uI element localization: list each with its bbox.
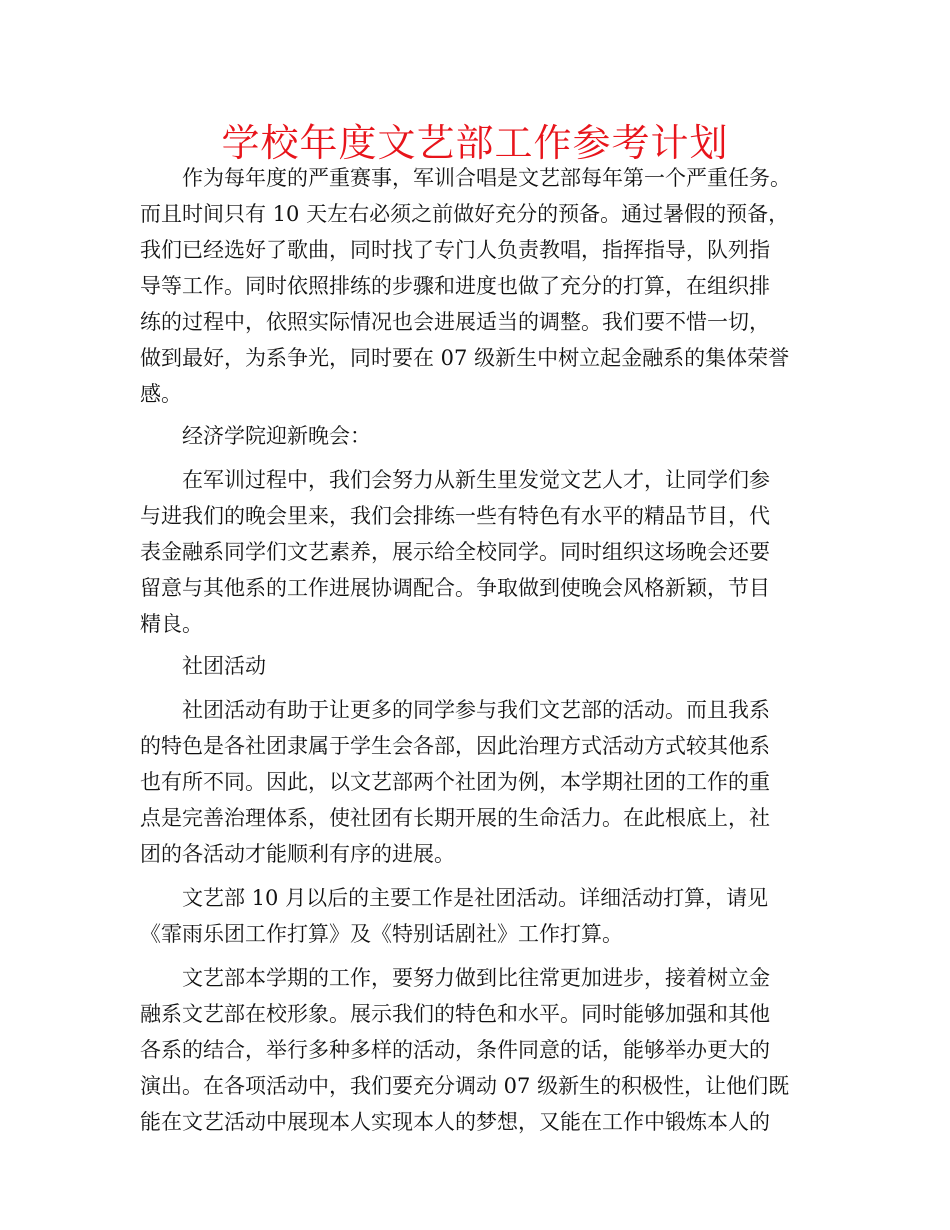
paragraph-line: 融系文艺部在校形象。展示我们的特色和水平。同时能够加强和其他 [140,1002,770,1026]
paragraph-line: 点是完善治理体系，使社团有长期开展的生命活力。在此根底上，社 [140,806,770,830]
paragraph-line: 在军训过程中，我们会努力从新生里发觉文艺人才，让同学们参 [182,468,770,492]
document-body [140,160,820,1146]
paragraph [140,880,820,952]
paragraph [140,960,820,1140]
paragraph-line: 作为每年度的严重赛事，军训合唱是文艺部每年第一个严重任务。 [182,166,791,190]
paragraph [140,462,820,642]
paragraph-line: 能在文艺活动中展现本人实现本人的梦想，又能在工作中锻炼本人的 [140,1110,770,1134]
paragraph-line: 做到最好，为系争光，同时要在 07 级新生中树立起金融系的集体荣誉 [140,346,790,370]
paragraph-line: 我们已经选好了歌曲，同时找了专门人负责教唱，指挥指导，队列指 [140,238,770,262]
paragraph [140,418,820,454]
paragraph-line: 表金融系同学们文艺素养，展示给全校同学。同时组织这场晚会还要 [140,540,770,564]
paragraph-line: 与进我们的晚会里来，我们会排练一些有特色有水平的精品节目，代 [140,504,770,528]
paragraph-line: 经济学院迎新晚会： [182,424,371,448]
paragraph-line: 的特色是各社团隶属于学生会各部，因此治理方式活动方式较其他系 [140,734,770,758]
document-title: 学校年度文艺部工作参考计划 [221,121,729,165]
paragraph-line: 团的各活动才能顺利有序的进展。 [140,842,455,866]
paragraph [140,692,820,872]
paragraph-line: 导等工作。同时依照排练的步骤和进度也做了充分的打算，在组织排 [140,274,770,298]
paragraph-line: 也有所不同。因此，以文艺部两个社团为例，本学期社团的工作的重 [140,770,770,794]
paragraph-line: 各系的结合，举行多种多样的活动，条件同意的话，能够举办更大的 [140,1038,770,1062]
paragraph-line: 感。 [140,382,182,406]
paragraph [140,160,820,412]
paragraph-line: 精良。 [140,612,203,636]
paragraph-line: 而且时间只有 10 天左右必须之前做好充分的预备。通过暑假的预备， [140,202,790,226]
paragraph-line: 《霏雨乐团工作打算》及《特别话剧社》工作打算。 [140,922,623,946]
paragraph-line: 留意与其他系的工作进展协调配合。争取做到使晚会风格新颖，节目 [140,576,770,600]
paragraph-line: 文艺部 10 月以后的主要工作是社团活动。详细活动打算，请见 [182,886,769,910]
paragraph-line: 社团活动 [182,654,266,678]
paragraph [140,648,820,684]
paragraph-line: 练的过程中，依照实际情况也会进展适当的调整。我们要不惜一切， [140,310,770,334]
paragraph-line: 文艺部本学期的工作，要努力做到比往常更加进步，接着树立金 [182,966,770,990]
paragraph-line: 社团活动有助于让更多的同学参与我们文艺部的活动。而且我系 [182,698,770,722]
paragraph-line: 演出。在各项活动中，我们要充分调动 07 级新生的积极性，让他们既 [140,1074,790,1098]
